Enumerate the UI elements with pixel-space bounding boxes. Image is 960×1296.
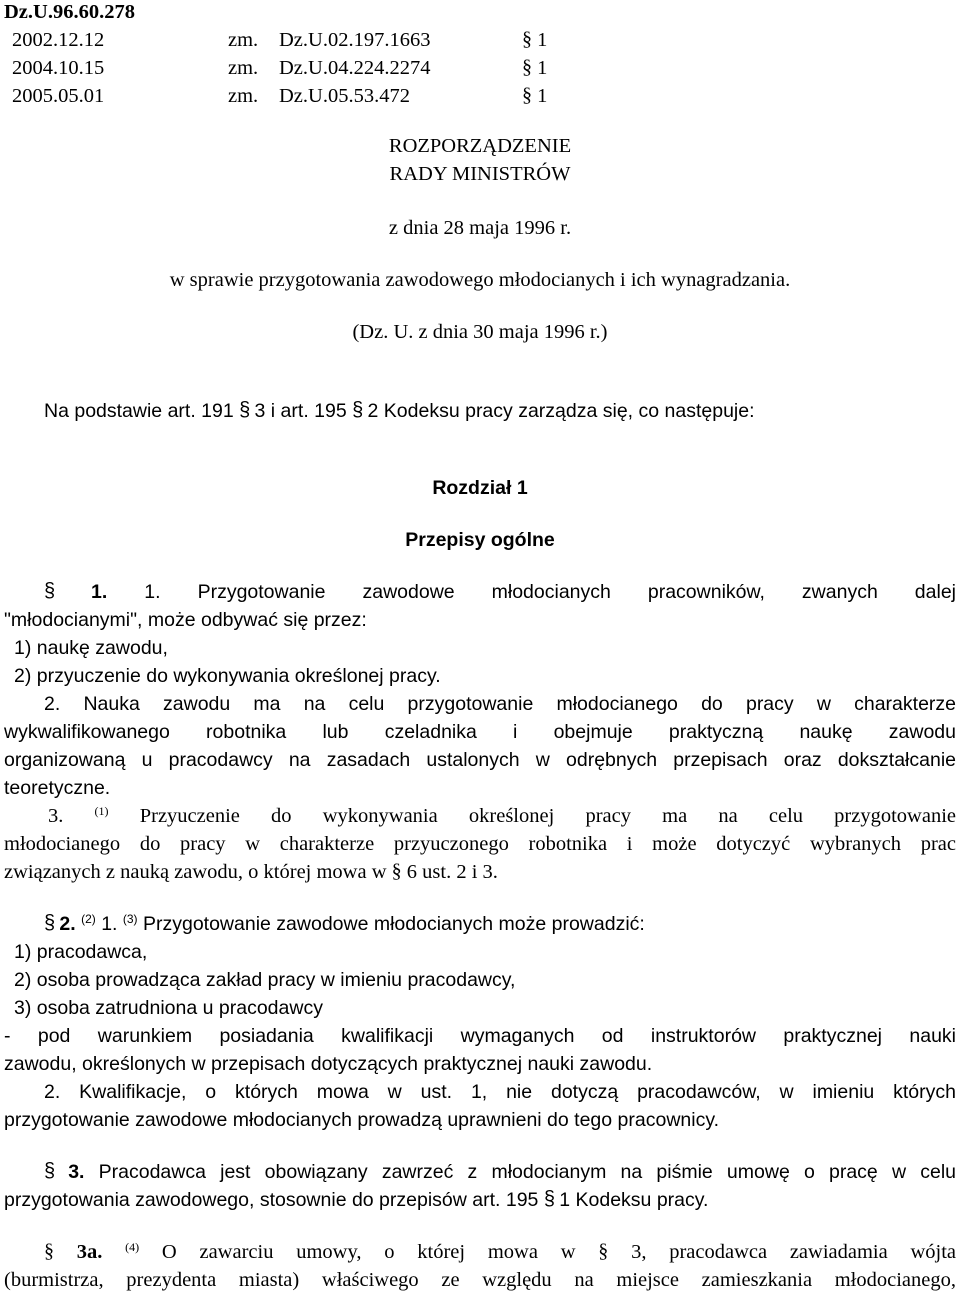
section-3-line: przygotowania zawodowego, stosownie do przepisów art. 195 § 1 Kodeksu pracy. <box>4 1186 708 1214</box>
publication-reference: (Dz. U. z dnia 30 maja 1996 r.) <box>352 321 608 343</box>
amendment-date: 2005.05.01 <box>12 85 105 107</box>
list-item: 2) przyuczenie do wykonywania określonej pracy. <box>14 665 441 687</box>
document-subject: w sprawie przygotowania zawodowego młodocianych i ich wynagradzania. <box>169 269 791 291</box>
list-item: 3) osoba zatrudniona u pracodawcy <box>14 997 323 1019</box>
list-item: 1) naukę zawodu, <box>14 637 168 659</box>
section-2-condition: zawodu, określonych w przepisach dotyczących praktycznej nauki zawodu. <box>4 1053 653 1075</box>
document-title: ROZPORZĄDZENIE <box>388 135 572 157</box>
section-1-paragraph-3: 3. $^{(1)}$ Przyuczenie do wykonywania określonej pracy ma na celu przygotowanie <box>48 804 956 827</box>
section-1-paragraph-2: teoretyczne. <box>4 777 111 799</box>
footnote-marker: (2) <box>81 912 96 926</box>
chapter-title: Przepisy ogólne <box>405 529 555 551</box>
amendment-ref: Dz.U.02.197.1663 <box>279 29 431 51</box>
section-1-paragraph-2: organizowaną u pracodawcy na zasadach ustalonych w odrębnych przepisach oraz dokształcanie <box>4 749 956 771</box>
section-1-line: "młodocianymi", może odbywać się przez: <box>4 609 367 631</box>
section-3-line: § 3. Pracodawca jest obowiązany zawrzeć z młodocianym na piśmie umowę o pracę w celu <box>4 1158 956 1186</box>
amendment-paragraph: § 1 <box>522 26 547 54</box>
document-date: z dnia 28 maja 1996 r. <box>388 217 572 239</box>
section-1-paragraph-3: młodocianego do pracy w charakterze przyuczonego robotnika i może dotyczyć wybranych prac <box>4 833 956 855</box>
footnote-marker: (1) <box>94 804 109 818</box>
amendment-date: 2004.10.15 <box>12 57 105 79</box>
chapter-heading: Rozdział 1 <box>432 477 528 499</box>
amendment-zm: zm. <box>228 85 259 107</box>
paragraph-sign-icon <box>598 1242 608 1260</box>
amendment-ref: Dz.U.05.53.472 <box>279 85 410 107</box>
document-issuer: RADY MINISTRÓW <box>389 163 571 185</box>
paragraph-sign-icon <box>44 1162 54 1180</box>
paragraph-sign-icon <box>522 30 532 48</box>
paragraph-sign-icon <box>392 862 402 880</box>
footnote-marker: (4) <box>125 1240 140 1254</box>
paragraph-sign-icon <box>44 582 54 600</box>
footnote-marker: (3) <box>122 912 138 926</box>
paragraph-sign-icon <box>352 401 362 419</box>
section-2-condition: - pod warunkiem posiadania kwalifikacji wymaganych od instruktorów praktycznej nauki <box>4 1025 956 1047</box>
section-1-paragraph-2: wykwalifikowanego robotnika lub czeladnika i obejmuje praktyczną naukę zawodu <box>4 721 956 743</box>
section-3a-line: § 3a. $^{(4)}$ O zawarciu umowy, o której mowa w § 3, pracodawca zawiadamia wójta <box>4 1238 956 1266</box>
paragraph-sign-icon <box>522 58 532 76</box>
amendment-zm: zm. <box>228 57 259 79</box>
paragraph-sign-icon <box>44 1242 54 1260</box>
section-2-paragraph-2: 2. Kwalifikacje, o których mowa w ust. 1, nie dotyczą pracodawców, w imieniu których <box>44 1081 956 1103</box>
amendment-ref: Dz.U.04.224.2274 <box>279 57 431 79</box>
list-item: 2) osoba prowadząca zakład pracy w imieniu pracodawcy, <box>14 969 516 991</box>
paragraph-sign-icon <box>544 1190 554 1208</box>
list-item: 1) pracodawca, <box>14 941 148 963</box>
section-2-line: § 2. $^{(2)}$ 1. $^{(3)}$ Przygotowanie zawodowe młodocianych może prowadzić: <box>44 910 645 938</box>
section-3a-line: (burmistrza, prezydenta miasta) właściwego ze względu na miejsce zamieszkania młodocianego, <box>4 1269 956 1291</box>
section-1-line: § 1. 1. Przygotowanie zawodowe młodocianych pracowników, zwanych dalej <box>4 578 956 606</box>
amendment-paragraph: § 1 <box>522 54 547 82</box>
section-2-paragraph-2: przygotowanie zawodowe młodocianych prowadzą uprawnieni do tego pracownicy. <box>4 1109 720 1131</box>
amendment-date: 2002.12.12 <box>12 29 105 51</box>
paragraph-sign-icon <box>44 914 54 932</box>
amendment-paragraph: § 1 <box>522 82 547 110</box>
paragraph-sign-icon <box>522 86 532 104</box>
section-1-paragraph-2: 2. Nauka zawodu ma na celu przygotowanie młodocianego do pracy w charakterze <box>44 693 956 715</box>
amendment-zm: zm. <box>228 29 259 51</box>
legal-basis: Na podstawie art. 191 § 3 i art. 195 § 2 Kodeksu pracy zarządza się, co następuje: <box>44 397 755 425</box>
document-id: Dz.U.96.60.278 <box>4 1 135 23</box>
paragraph-sign-icon <box>239 401 249 419</box>
section-1-paragraph-3: związanych z nauką zawodu, o której mowa w § 6 ust. 2 i 3. <box>4 858 498 886</box>
